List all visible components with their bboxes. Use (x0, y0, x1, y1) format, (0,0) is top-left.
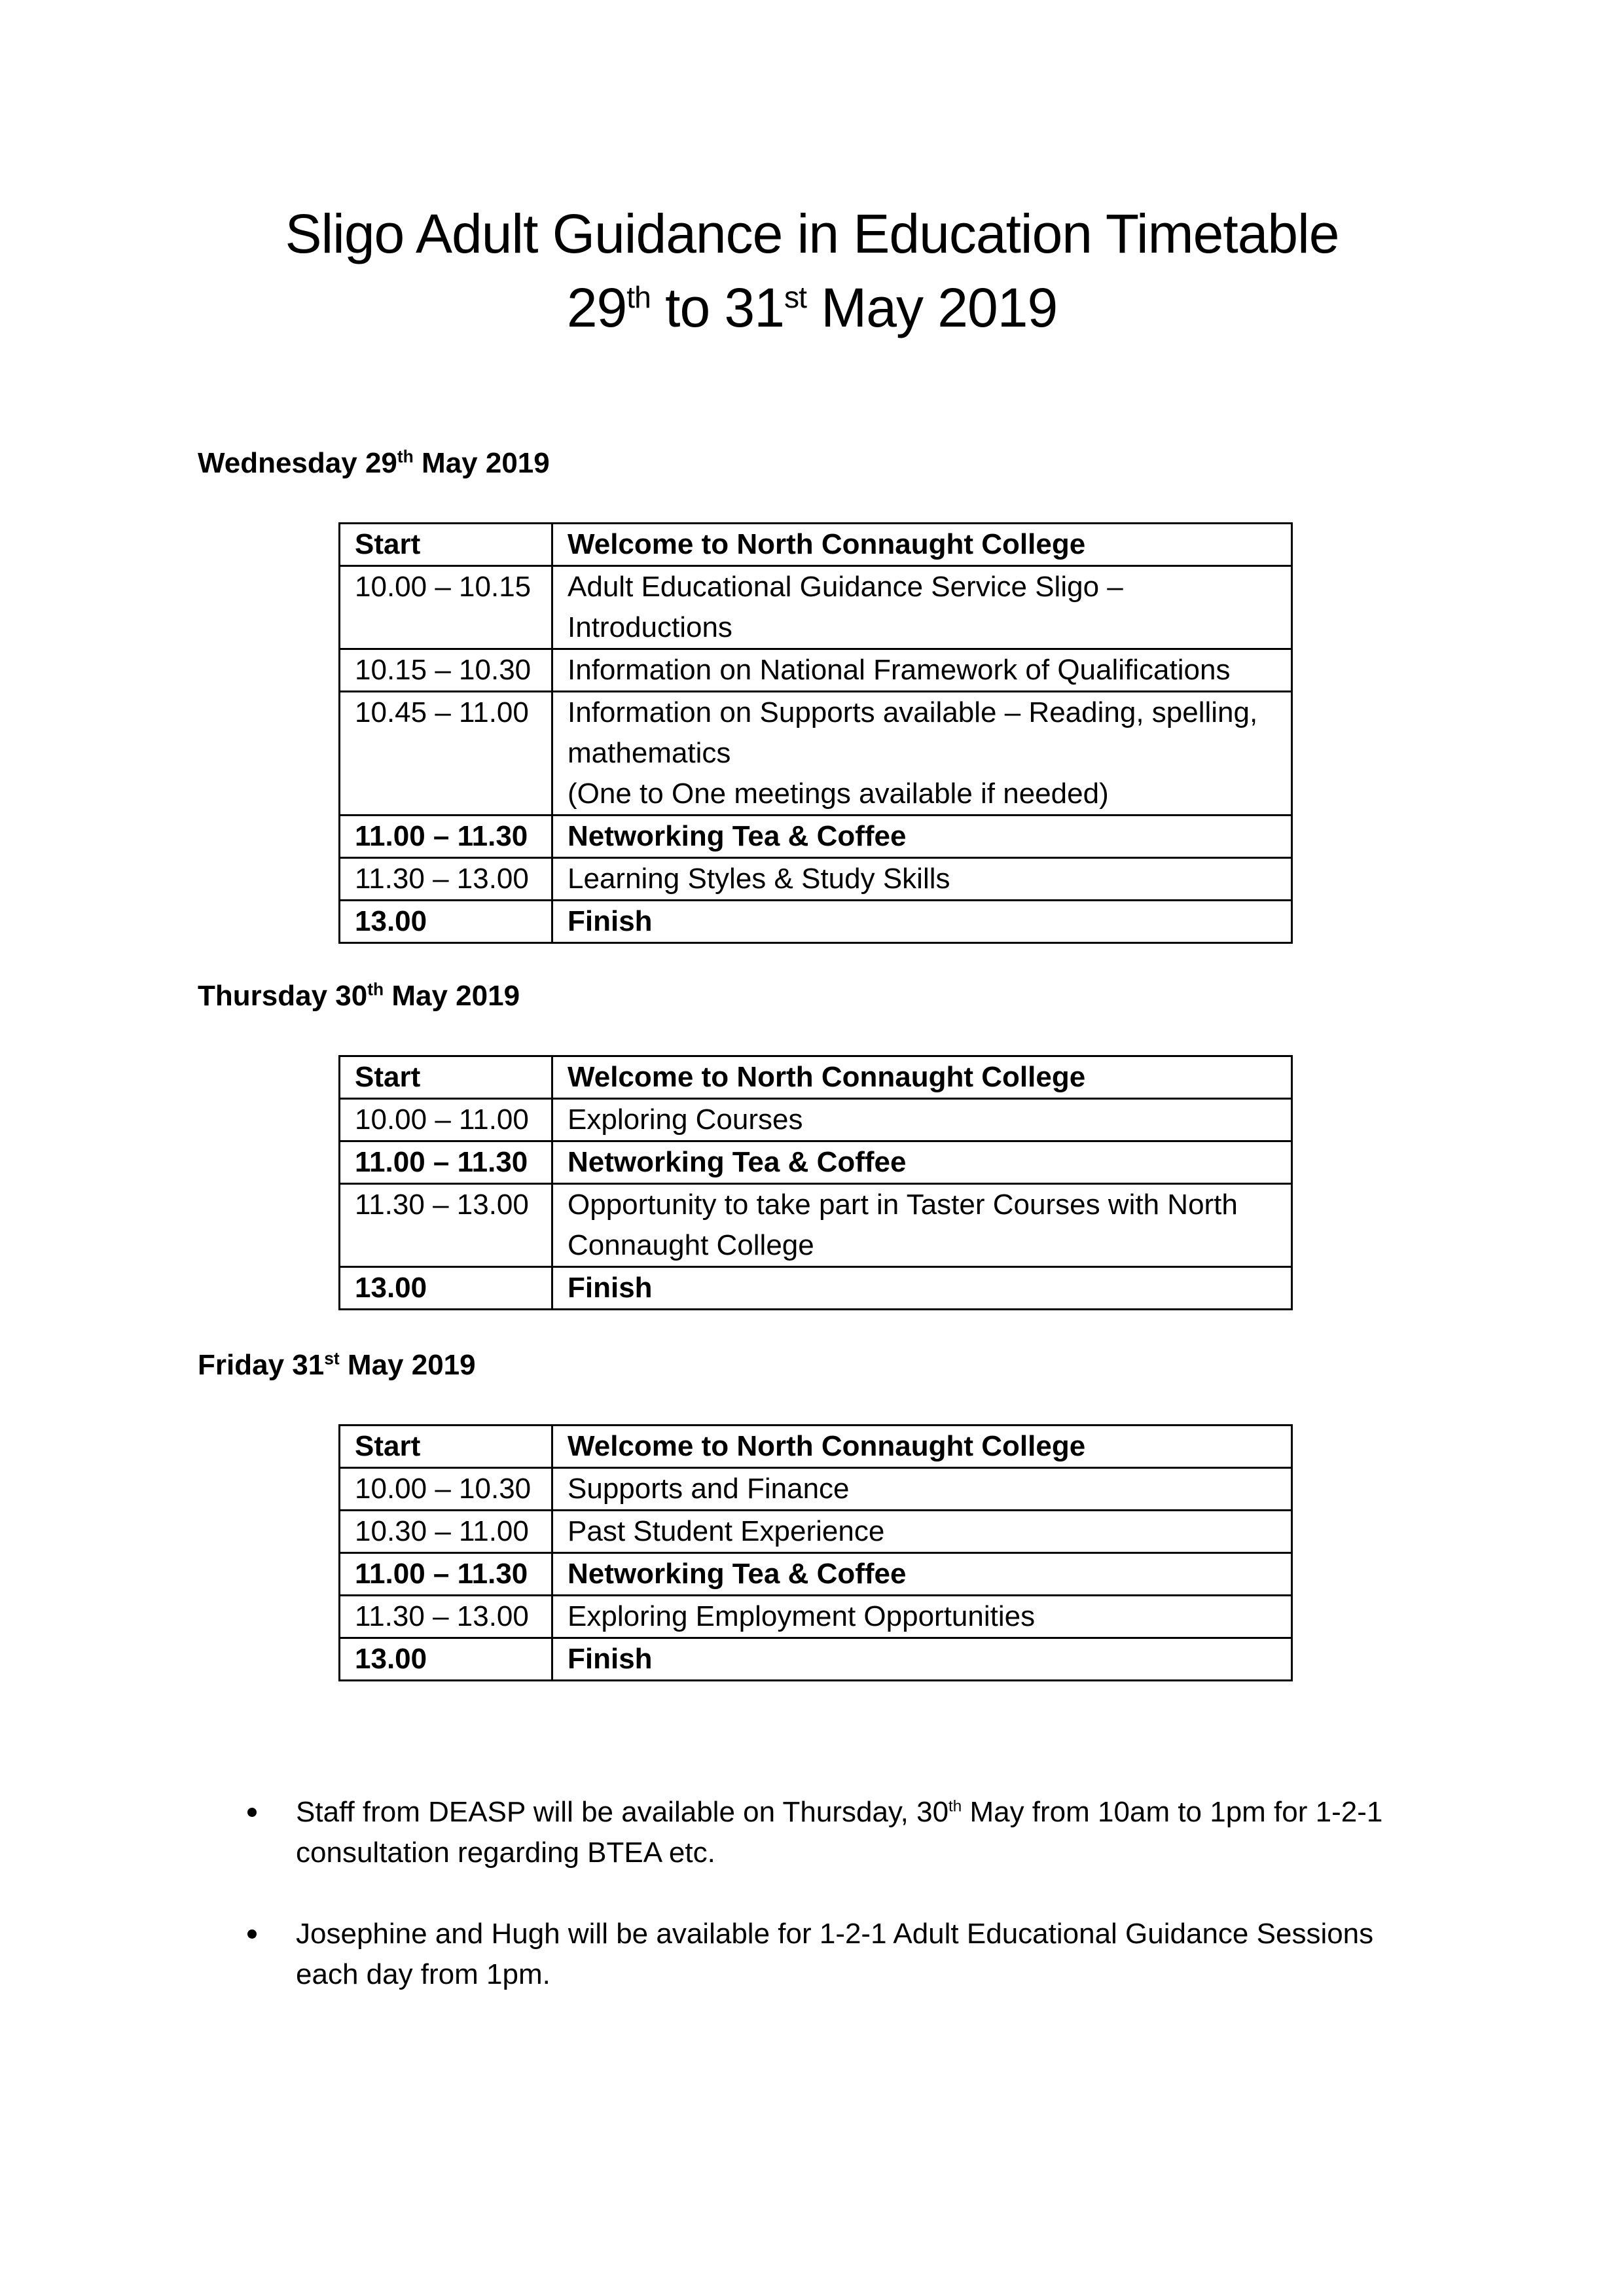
activity-cell: Welcome to North Connaught College (552, 1056, 1292, 1099)
day-heading-text: Wednesday 29 (198, 447, 397, 479)
day-heading-text: Thursday 30 (198, 980, 368, 1012)
day-heading-suffix: th (397, 446, 414, 467)
day-heading-year: May 2019 (384, 980, 520, 1012)
table-row (340, 566, 1292, 649)
time-cell: 11.30 – 13.00 (340, 1184, 552, 1267)
table-row (340, 1141, 1292, 1184)
activity-cell: Exploring Courses (552, 1099, 1292, 1141)
table-row (340, 1099, 1292, 1141)
table-row (340, 692, 1292, 816)
timetable-friday (338, 1424, 1293, 1681)
day-heading-year: May 2019 (413, 447, 550, 479)
table-row (340, 816, 1292, 858)
day-heading-suffix: th (367, 979, 384, 999)
time-cell: 10.15 – 10.30 (340, 649, 552, 692)
activity-note: (One to One meetings available if needed) (568, 778, 1109, 810)
table-row (340, 1056, 1292, 1099)
time-cell: Start (340, 524, 552, 566)
note-date-suffix: th (948, 1797, 962, 1816)
note-text-rest: May from 10am to 1pm for 1-2-1 consultation regarding BTEA etc. (296, 1796, 1383, 1869)
day-heading-friday (198, 1348, 476, 1381)
activity-cell: Past Student Experience (552, 1511, 1292, 1553)
date-start-suffix: th (626, 280, 651, 314)
table-row (340, 1638, 1292, 1681)
time-cell: 10.45 – 11.00 (340, 692, 552, 816)
date-end: May 2019 (806, 277, 1058, 338)
date-range-mid: to 31 (650, 277, 784, 338)
table-row (340, 1553, 1292, 1596)
time-cell: 10.00 – 10.15 (340, 566, 552, 649)
activity-text: Information on Supports available – Reading, spelling, mathematics (568, 696, 1258, 769)
page-subtitle-dates (0, 277, 1624, 338)
activity-cell: Welcome to North Connaught College (552, 524, 1292, 566)
page-title: Sligo Adult Guidance in Education Timetable (285, 203, 1339, 264)
activity-cell: Learning Styles & Study Skills (552, 858, 1292, 901)
time-cell: 10.30 – 11.00 (340, 1511, 552, 1553)
table-row (340, 1426, 1292, 1468)
table-row (340, 858, 1292, 901)
activity-cell: Adult Educational Guidance Service Sligo – Introductions (552, 566, 1292, 649)
activity-cell: Supports and Finance (552, 1468, 1292, 1511)
time-cell: 13.00 (340, 1638, 552, 1681)
table-row (340, 1267, 1292, 1310)
activity-cell: Exploring Employment Opportunities (552, 1596, 1292, 1638)
time-cell: 11.00 – 11.30 (340, 1141, 552, 1184)
time-cell: 10.00 – 11.00 (340, 1099, 552, 1141)
list-item (244, 1914, 1422, 1995)
table-row (340, 1511, 1292, 1553)
activity-cell: Networking Tea & Coffee (552, 1141, 1292, 1184)
time-cell: 11.00 – 11.30 (340, 1553, 552, 1596)
list-item (244, 1792, 1422, 1873)
activity-cell: Networking Tea & Coffee (552, 816, 1292, 858)
date-start: 29 (566, 277, 627, 338)
timetable-thursday (338, 1055, 1293, 1310)
table-row (340, 1596, 1292, 1638)
table-row (340, 1184, 1292, 1267)
time-cell: 11.30 – 13.00 (340, 1596, 552, 1638)
activity-cell: Opportunity to take part in Taster Courses with North Connaught College (552, 1184, 1292, 1267)
time-cell: 10.00 – 10.30 (340, 1468, 552, 1511)
day-heading-thursday (198, 979, 520, 1012)
table-row (340, 649, 1292, 692)
day-heading-year: May 2019 (339, 1349, 476, 1381)
activity-cell: Finish (552, 901, 1292, 943)
day-heading-wednesday (198, 446, 550, 479)
day-heading-suffix: st (324, 1348, 340, 1369)
table-row (340, 1468, 1292, 1511)
time-cell: Start (340, 1056, 552, 1099)
note-text: Staff from DEASP will be available on Thursday, 30 (296, 1796, 949, 1828)
note-text: Josephine and Hugh will be available for 1-2-1 Adult Educational Guidance Sessions each day from 1pm. (296, 1918, 1374, 1990)
bullet-icon (247, 1808, 257, 1817)
activity-cell: Finish (552, 1267, 1292, 1310)
notes-list (244, 1792, 1422, 2036)
time-cell: 11.00 – 11.30 (340, 816, 552, 858)
timetable-wednesday (338, 522, 1293, 944)
activity-cell (552, 692, 1292, 816)
time-cell: 13.00 (340, 1267, 552, 1310)
time-cell: Start (340, 1426, 552, 1468)
date-end-suffix: st (784, 280, 806, 314)
bullet-icon (247, 1929, 257, 1939)
table-row (340, 524, 1292, 566)
activity-cell: Finish (552, 1638, 1292, 1681)
time-cell: 13.00 (340, 901, 552, 943)
activity-cell: Information on National Framework of Qualifications (552, 649, 1292, 692)
day-heading-text: Friday 31 (198, 1349, 325, 1381)
activity-cell: Networking Tea & Coffee (552, 1553, 1292, 1596)
activity-cell: Welcome to North Connaught College (552, 1426, 1292, 1468)
time-cell: 11.30 – 13.00 (340, 858, 552, 901)
table-row (340, 901, 1292, 943)
